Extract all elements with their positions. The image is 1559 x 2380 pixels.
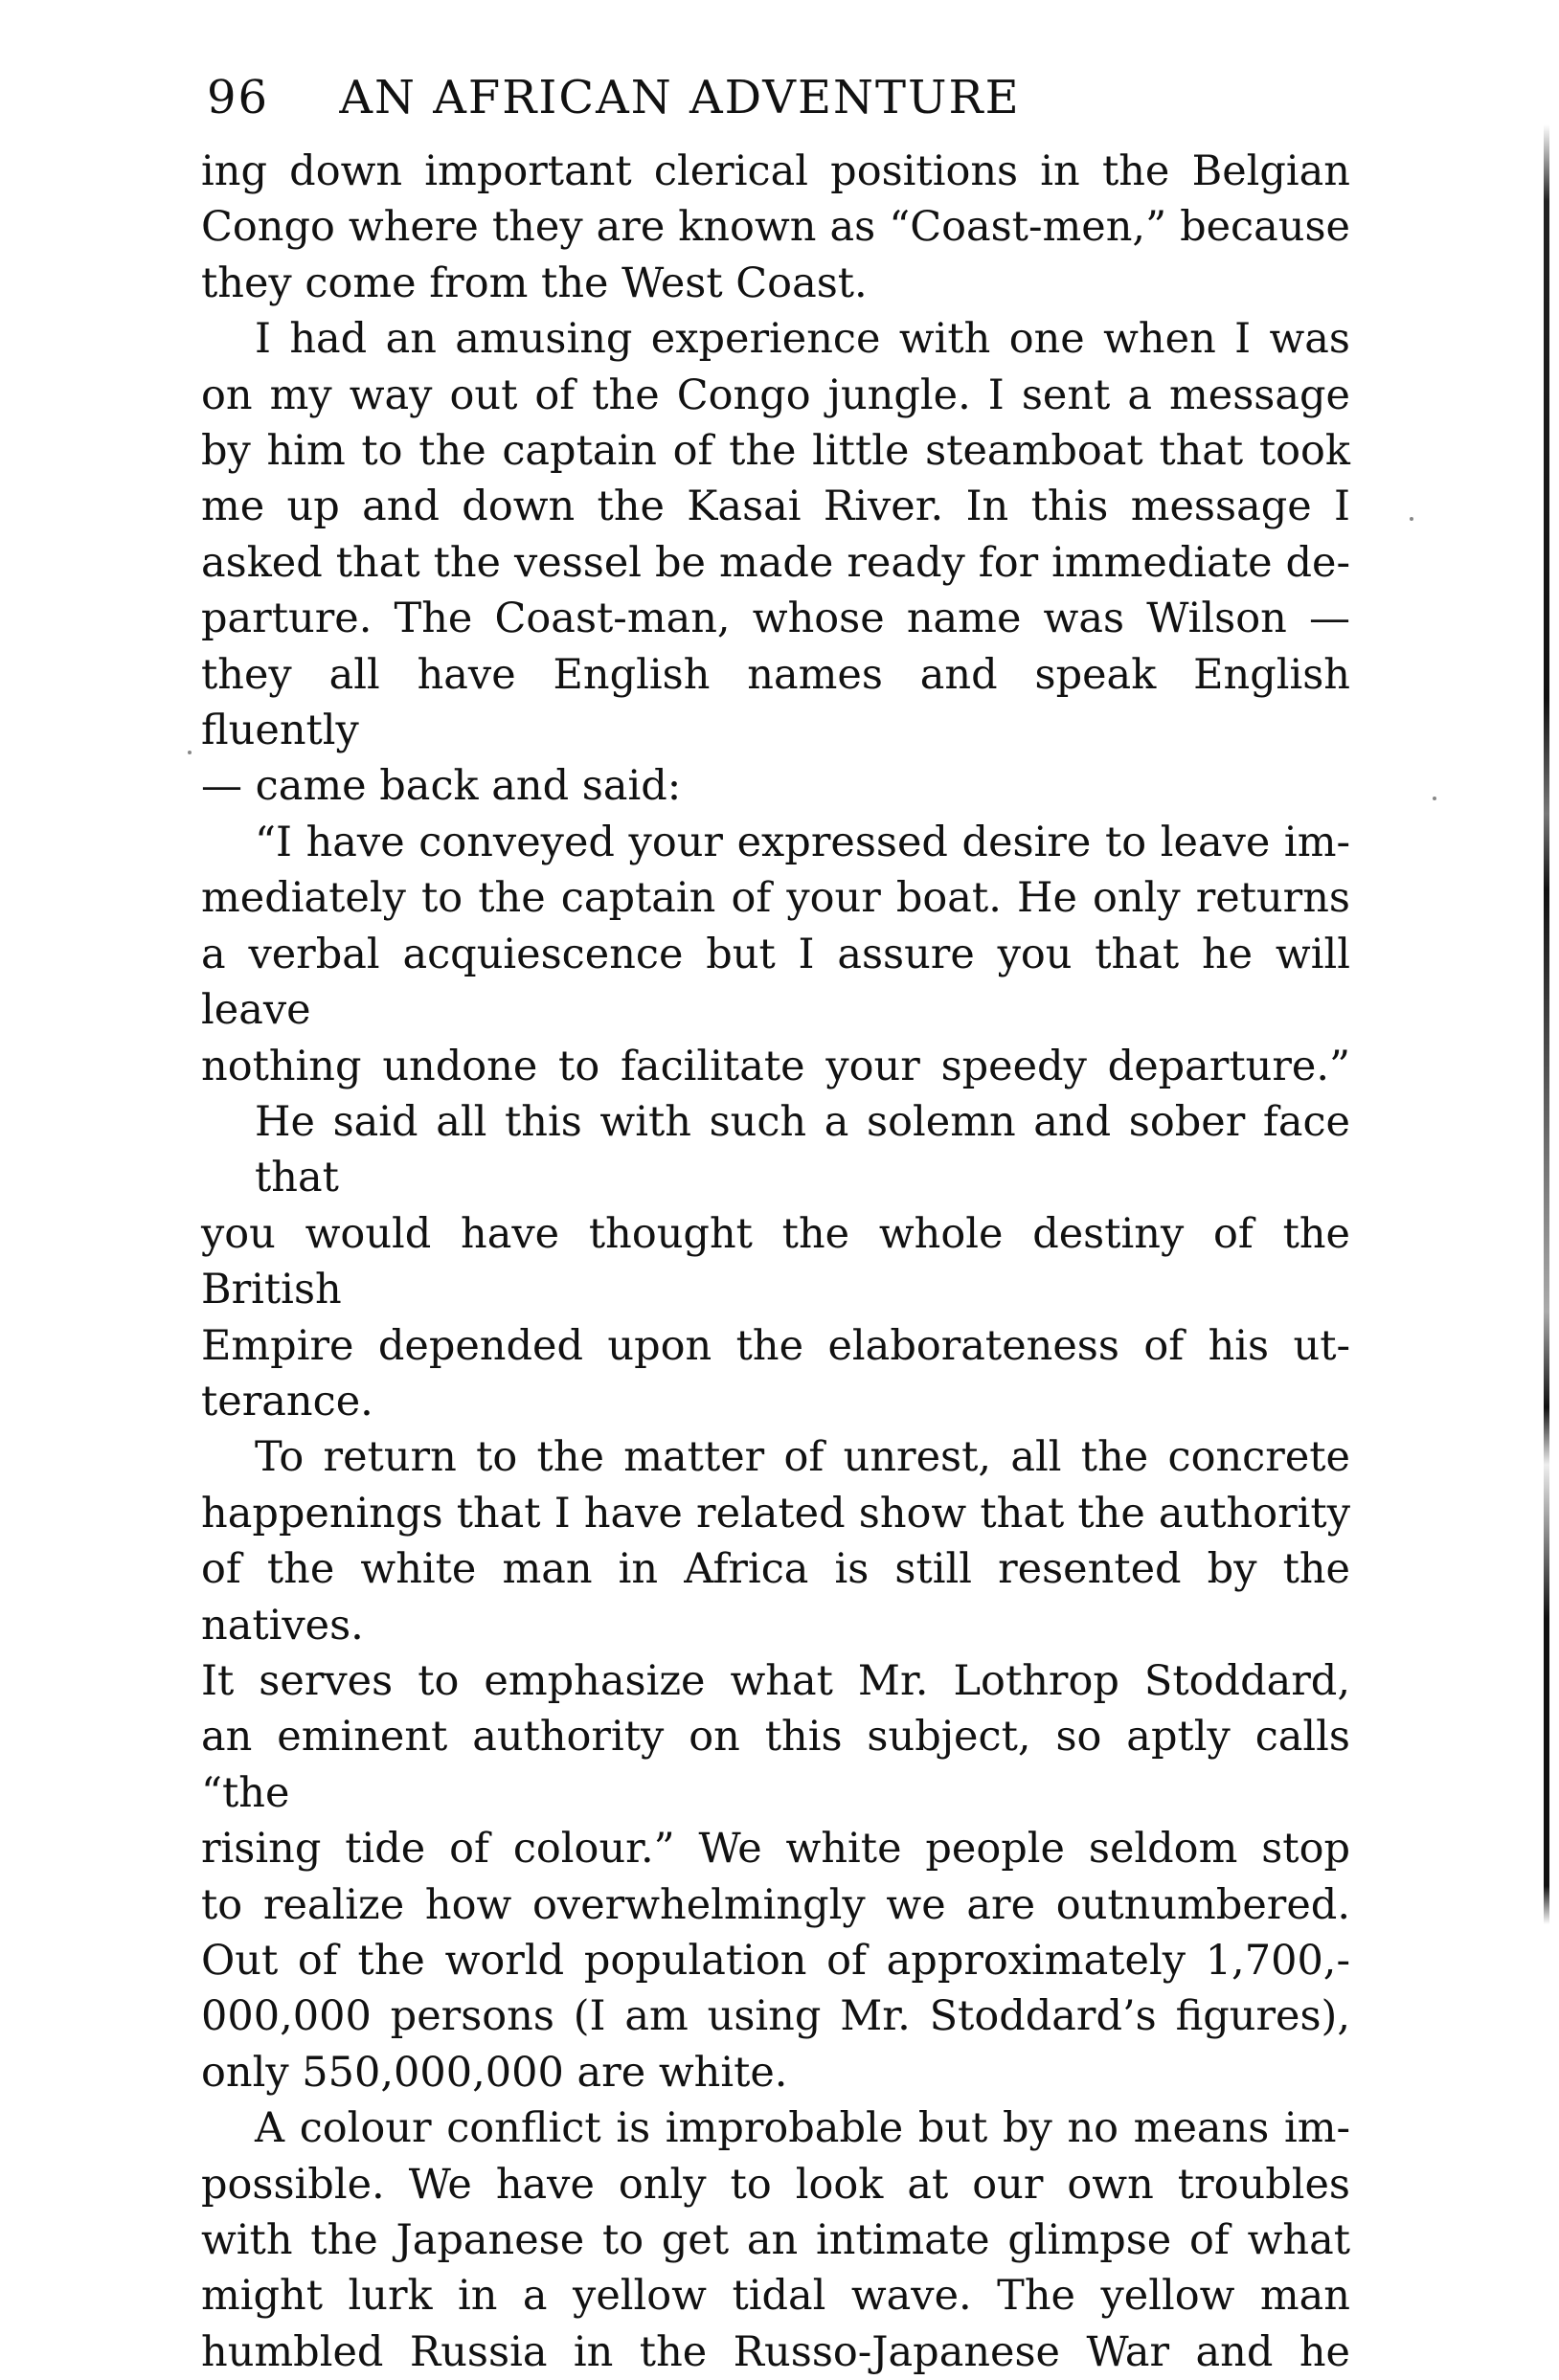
- text-line: happenings that I have related show that the authority: [201, 1489, 1350, 1538]
- text-line: to realize how overwhelmingly we are outnumbered.: [201, 1880, 1350, 1929]
- text-line: I had an amusing experience with one when I was: [255, 315, 1350, 364]
- paragraph: [201, 1094, 1350, 1429]
- paragraph: [201, 144, 1350, 311]
- running-title: AN AFRICAN ADVENTURE: [339, 71, 1021, 124]
- text-line: Out of the world population of approximately 1,700,-: [201, 1937, 1350, 1985]
- text-line: humbled Russia in the Russo-Japanese War and he: [201, 2327, 1350, 2376]
- text-line: an eminent authority on this subject, so aptly calls “the: [201, 1713, 1350, 1817]
- scan-edge-shadow: [1544, 124, 1549, 2039]
- text-line: It serves to emphasize what Mr. Lothrop Stoddard,: [201, 1656, 1350, 1705]
- scan-speck: [1433, 797, 1436, 800]
- text-line: 000,000 persons (I am using Mr. Stoddard’s figures),: [201, 1992, 1350, 2041]
- text-line: with the Japanese to get an intimate glimpse of what: [201, 2216, 1350, 2265]
- text-line: they all have English names and speak English fluently: [201, 650, 1350, 755]
- page-number: 96: [207, 71, 270, 124]
- text-line: on my way out of the Congo jungle. I sent a message: [201, 370, 1350, 419]
- text-line: A colour conflict is improbable but by no means im-: [255, 2104, 1350, 2153]
- text-line: Empire depended upon the elaborateness of his ut-: [201, 1321, 1350, 1370]
- text-line: might lurk in a yellow tidal wave. The yellow man: [201, 2272, 1350, 2321]
- text-line: me up and down the Kasai River. In this message I: [201, 483, 1350, 531]
- body-text: [201, 144, 1350, 2380]
- text-line: parture. The Coast-man, whose name was Wilson —: [201, 595, 1350, 643]
- text-line: nothing undone to facilitate your speedy departure.”: [201, 1042, 1350, 1090]
- paragraph: [201, 2100, 1350, 2380]
- scan-speck: [188, 751, 192, 754]
- text-line: by him to the captain of the little steamboat that took: [201, 427, 1350, 476]
- text-line: — came back and said:: [201, 762, 682, 811]
- text-line: To return to the matter of unrest, all the concrete: [255, 1433, 1350, 1482]
- text-line: He said all this with such a solemn and sober face that: [255, 1097, 1350, 1202]
- text-line: of the white man in Africa is still resented by the natives.: [201, 1545, 1350, 1650]
- text-line: asked that the vessel be made ready for immediate de-: [201, 538, 1350, 587]
- paragraph: [201, 311, 1350, 815]
- text-line: mediately to the captain of your boat. He only returns: [201, 874, 1350, 923]
- text-line: you would have thought the whole destiny of the British: [201, 1209, 1350, 1314]
- text-line: they come from the West Coast.: [201, 258, 868, 307]
- text-line: rising tide of colour.” We white people seldom stop: [201, 1825, 1350, 1874]
- text-line: possible. We have only to look at our own troubles: [201, 2160, 1350, 2209]
- paragraph: [201, 815, 1350, 1094]
- text-line: a verbal acquiescence but I assure you that he will leave: [201, 930, 1350, 1035]
- scan-speck: [1410, 517, 1413, 521]
- text-line: terance.: [201, 1377, 373, 1426]
- text-line: Congo where they are known as “Coast-men,” because: [201, 203, 1350, 252]
- paragraph: [201, 1429, 1350, 2100]
- text-line: ing down important clerical positions in the Belgian: [201, 147, 1350, 195]
- page-header: [207, 59, 1164, 136]
- text-line: “I have conveyed your expressed desire to leave im-: [255, 818, 1350, 866]
- text-line: only 550,000,000 are white.: [201, 2048, 788, 2097]
